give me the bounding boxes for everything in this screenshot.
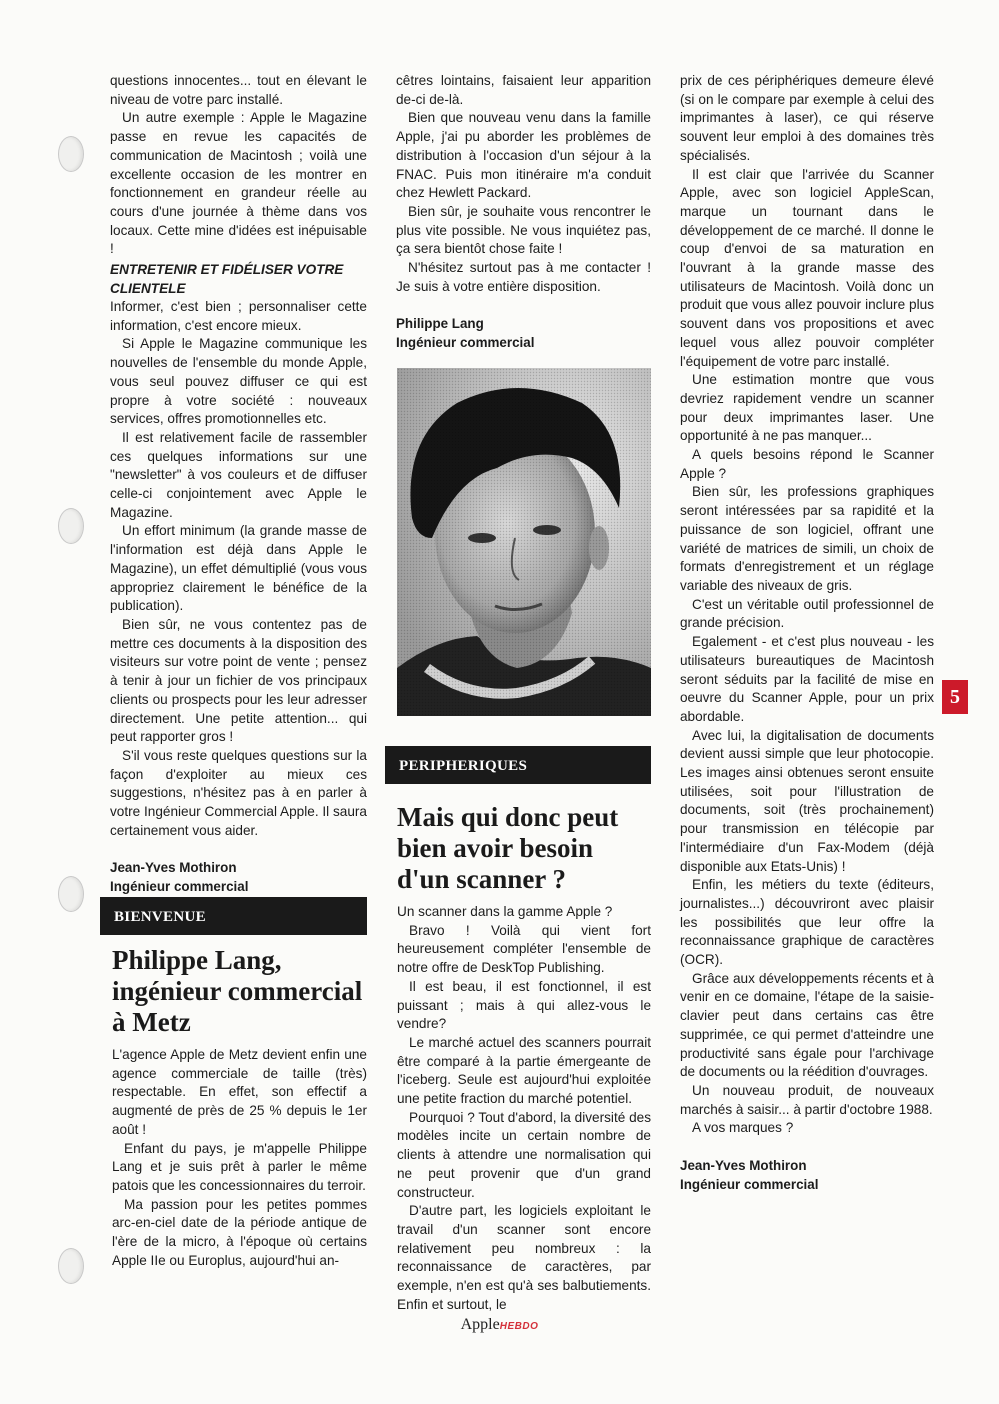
paragraph: N'hésitez surtout pas à me contacter ! Je suis à votre entière disposition. xyxy=(396,260,651,294)
binder-hole xyxy=(58,1248,84,1284)
paragraph: Ma passion pour les petites pommes arc-en-ciel date de la période antique de l'ère de la micro, à l'époque où certains Apple IIe ou Europlus, aujourd'hui an- xyxy=(112,1196,367,1268)
paragraph: Bien sûr, ne vous contentez pas de mettre ces documents à la disposition des visiteurs sur votre point de vente ; pensez à tenir à jour un fichier de vos principaux clients ou prospects pour les leur adresser directement. Une petite attention... qui peut rapporter gros ! xyxy=(110,616,367,745)
bienvenue-section xyxy=(100,897,367,1270)
paragraph: C'est un véritable outil professionnel de grande précision. xyxy=(680,596,934,631)
peripheriques-section xyxy=(385,746,651,1314)
paragraph: Il est clair que l'arrivée du Scanner Apple, avec son logiciel AppleScan, marque un tournant dans le développement de ce marché. Il donne le coup d'envoi de sa maturation en l'ouvrant à la grande masse des utilisateurs de Macintosh. Voilà donc un produit que vous allez pouvoir inclure plus souvent dans vos propositions et avec lequel vous allez pouvoir compléter l'équipement de votre parc installé. xyxy=(680,166,934,369)
paragraph: Grâce aux développements récents et à venir en ce domaine, l'étape de la saisie-clavier peut dans certains cas être supprimée, ce qui permet d'atteindre une productivité sans égale pour l'archivage de documents ou la réédition d'ouvrages. xyxy=(680,970,934,1080)
paragraph: L'agence Apple de Metz devient enfin une agence commerciale de taille (très) respectable. En effet, son effectif a augmenté de près de 25 % depuis le 1er août ! xyxy=(112,1047,367,1137)
footer-sub: HEBDO xyxy=(499,1321,539,1332)
paragraph: questions innocentes... tout en élevant le niveau de votre parc installé. xyxy=(110,73,367,107)
paragraph: prix de ces périphériques demeure élevé (si on le compare par exemple à celui des imprimantes à laser), ce qui réserve souvent leur emploi à des domaines très spécialisés. xyxy=(680,73,934,163)
section-subhead: ENTRETENIR ET FIDÉLISER VOTRE CLIENTELE xyxy=(110,262,344,296)
signature-name: Jean-Yves Mothiron xyxy=(110,860,237,876)
paragraph: Pourquoi ? Tout d'abord, la diversité des modèles incite un certain nombre de clients à attendre une normalisation qui ne peut provenir que d'un grand constructeur. xyxy=(397,1109,651,1200)
footer-logo xyxy=(0,1316,999,1334)
paragraph: Un nouveau produit, de nouveaux marchés à saisir... à partir d'octobre 1988. xyxy=(680,1082,934,1117)
headline-bienvenue: Philippe Lang, ingénieur commercial à Metz xyxy=(112,945,363,1037)
paragraph: Egalement - et c'est plus nouveau - les utilisateurs bureautiques de Macintosh seront séduits par la facilité de mise en oeuvre du Scanner Apple, pour un prix abordable. xyxy=(680,634,934,724)
column-right xyxy=(680,72,934,1194)
binder-hole xyxy=(58,136,84,172)
paragraph: D'autre part, les logiciels exploitant le travail d'un scanner sont encore relativement peu nombreux : la reconnaissance de caractères, par exemple, n'en est qu'à ses balbutiements. Enfin et surtout, le xyxy=(397,1203,651,1312)
signature-name: Philippe Lang xyxy=(396,316,484,332)
page-number-tab: 5 xyxy=(942,680,968,714)
signature-title: Ingénieur commercial xyxy=(110,879,249,895)
headline-peripheriques: Mais qui donc peut bien avoir besoin d'un scanner ? xyxy=(397,802,619,894)
column-middle xyxy=(396,72,651,352)
section-band-bienvenue: BIENVENUE xyxy=(100,897,367,935)
paragraph: Bien que nouveau venu dans la famille Apple, j'ai pu aborder les problèmes de distribution à l'occasion d'un séjour à la FNAC. Puis mon itinéraire m'a conduit chez Hewlett Packard. xyxy=(396,110,651,201)
column-left xyxy=(110,72,367,896)
paragraph: Il est relativement facile de rassembler ces quelques informations sur une "newsletter" à vos couleurs et de diffuser celle-ci conjointement avec Apple le Magazine. xyxy=(110,429,367,520)
paragraph: cêtres lointains, faisaient leur apparition de-ci de-là. xyxy=(396,73,651,107)
paragraph: Bravo ! Voilà qui vient fort heureusement compléter l'ensemble de notre offre de DeskTop Publishing. xyxy=(397,922,651,976)
paragraph: Enfant du pays, je m'appelle Philippe Lang et je suis prêt à parler le même patois que les concessionnaires du terroir. xyxy=(112,1140,367,1193)
paragraph: Enfin, les métiers du texte (éditeurs, journalistes...) découvriront avec plaisir les possibilités que leur offre la reconnaissance graphique de caractères (OCR). xyxy=(680,877,934,968)
paragraph: Informer, c'est bien ; personnaliser cette information, c'est encore mieux. xyxy=(110,299,367,333)
binder-hole xyxy=(58,876,84,912)
signature-title: Ingénieur commercial xyxy=(680,1177,819,1193)
signature-title: Ingénieur commercial xyxy=(396,335,535,351)
paragraph: Si Apple le Magazine communique les nouvelles de l'ensemble du monde Apple, vous seul pouvez diffuser ce qui est propre à votre société : nouveaux services, offres promotionnelles etc. xyxy=(110,336,367,427)
paragraph: Il est beau, il est fonctionnel, il est puissant ; mais à qui allez-vous le vendre? xyxy=(397,978,651,1032)
signature-name: Jean-Yves Mothiron xyxy=(680,1158,807,1174)
portrait-photo xyxy=(397,368,651,721)
paragraph: Une estimation montre que vous devriez rapidement vendre un scanner pour deux imprimantes laser. Une opportunité à ne pas manquer... xyxy=(680,372,934,444)
paragraph: Le marché actuel des scanners pourrait être comparé à la partie émergeante de l'iceberg. Seule est aujourd'hui exploitée une petite fraction du marché potentiel. xyxy=(397,1034,651,1107)
section-band-peripheriques: PERIPHERIQUES xyxy=(385,746,651,784)
paragraph: Un scanner dans la gamme Apple ? xyxy=(397,904,613,919)
paragraph: Avec lui, la digitalisation de documents devient aussi simple que leur photocopie. Les images ainsi obtenues seront ensuite utilisées, soit pour l'illustration de documents, soit (très prochainement) pour transmission en télécopie par l'intermédiaire d'un Fax-Modem (déjà disponible aux Etats-Unis) ! xyxy=(680,727,934,874)
paragraph: Un effort minimum (la grande masse de l'information est déjà dans Apple le Magazine), un effet démultiplié (vous vous appropriez clairement le bénéfice de la publication). xyxy=(110,523,367,614)
paragraph: S'il vous reste quelques questions sur la façon d'exploiter au mieux ces suggestions, n'hésitez pas à en parler à votre Ingénieur Commercial Apple. Il saura certainement vous aider. xyxy=(110,747,367,838)
binder-hole xyxy=(58,508,84,544)
paragraph: Bien sûr, les professions graphiques seront intéressées par sa rapidité et la puissance de son logiciel, offrant une variété de matrices de simili, un choix de formats d'enregistrement et un réglage variable des niveaux de gris. xyxy=(680,484,934,593)
portrait-photo-image xyxy=(397,368,651,716)
footer-brand: Apple xyxy=(460,1316,500,1333)
paragraph: Bien sûr, je souhaite vous rencontrer le plus vite possible. Ne vous inquiétez pas, ça sera bientôt chose faite ! xyxy=(396,203,651,257)
paragraph: A quels besoins répond le Scanner Apple ? xyxy=(680,447,934,481)
paragraph: A vos marques ? xyxy=(692,1120,794,1136)
paragraph: Un autre exemple : Apple le Magazine passe en revue les capacités de communication de Macintosh ; voilà une excellente occasion de les montrer en fonctionnement en grandeur réelle au cours d'une journée à thème dans vos locaux. Cette mine d'idées est inépuisable ! xyxy=(110,110,367,257)
